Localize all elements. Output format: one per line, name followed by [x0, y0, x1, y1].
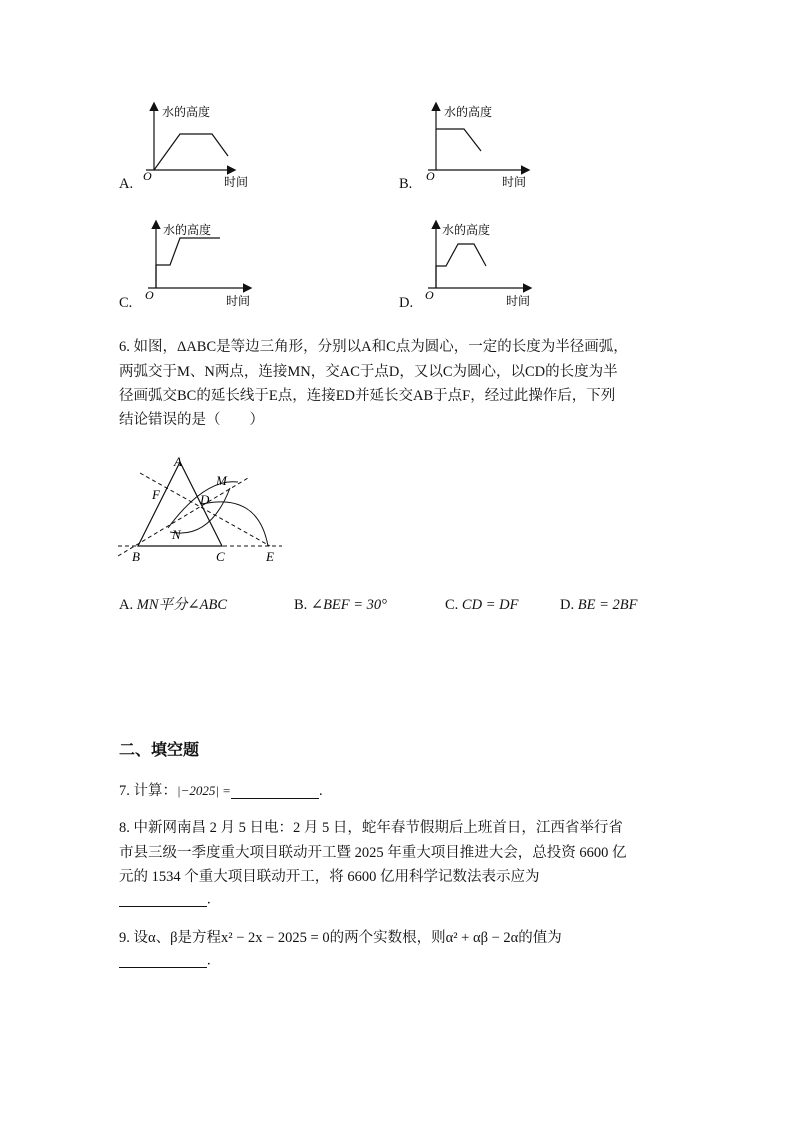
q7-answer-blank	[231, 798, 319, 799]
svg-text:N: N	[172, 527, 181, 542]
option-a-letter: A.	[119, 176, 134, 192]
svg-text:时间: 时间	[506, 294, 531, 308]
svg-text:C: C	[216, 549, 225, 564]
q6-choice-c: C. CD = DF	[445, 597, 519, 613]
option-c-letter: C.	[119, 295, 133, 311]
graph-a	[143, 104, 248, 189]
svg-text:B: B	[132, 549, 140, 564]
line-mn	[118, 478, 248, 556]
q8-line-1: 8. 中新网南昌 2 月 5 日电：2 月 5 日，蛇年春节假期后上班首日，江西省举行省	[119, 820, 623, 836]
section-title: 二、填空题	[119, 740, 200, 759]
svg-text:水的高度: 水的高度	[444, 105, 493, 119]
graph-c	[145, 222, 250, 308]
q7: 7. 计算：|−2025| = .	[119, 783, 323, 799]
svg-text:M: M	[216, 473, 227, 488]
svg-text:水的高度: 水的高度	[442, 223, 491, 237]
q8-answer: .	[119, 892, 211, 907]
option-d-letter: D.	[399, 295, 414, 311]
svg-text:O: O	[425, 288, 434, 302]
svg-text:F: F	[152, 487, 160, 502]
q6-figure	[110, 448, 290, 568]
option-b-letter: B.	[399, 176, 413, 192]
q5-graphs	[0, 0, 794, 320]
svg-text:E: E	[266, 549, 274, 564]
graph-b	[426, 104, 528, 189]
svg-text:O: O	[145, 288, 154, 302]
svg-text:D: D	[200, 492, 210, 507]
q8-line-2: 市县三级一季度重大项目联动开工暨 2025 年重大项目推进大会，总投资 6600 亿	[119, 845, 627, 861]
q6-line-2: 两弧交于M、N两点，连接MN，交AC于点D，又以C为圆心，以CD的长度为半	[119, 364, 618, 380]
svg-text:A: A	[174, 454, 182, 469]
svg-text:水的高度: 水的高度	[163, 223, 212, 237]
svg-text:时间: 时间	[226, 294, 251, 308]
q9-answer: .	[119, 953, 211, 968]
q6-choice-d: D. BE = 2BF	[560, 597, 638, 613]
graph-a-ylabel: 水的高度	[162, 105, 211, 119]
q9-answer-blank	[119, 953, 207, 968]
svg-text:O: O	[426, 169, 435, 183]
q6-line-3: 径画弧交BC的延长线于E点，连接ED并延长交AB于点F，经过此操作后，下列	[119, 388, 616, 404]
q6-line-1: 6. 如图，ΔABC是等边三角形，分别以A和C点为圆心，一定的长度为半径画弧，	[119, 339, 628, 355]
graph-d	[425, 222, 530, 308]
q6-choice-a: A. MN平分∠ABC	[119, 597, 228, 613]
q6-choice-b: B. ∠BEF = 30°	[294, 597, 387, 613]
svg-text:时间: 时间	[502, 175, 527, 189]
q8-line-3: 元的 1534 个重大项目联动开工，将 6600 亿用科学记数法表示应为	[119, 869, 540, 885]
svg-text:O: O	[143, 169, 152, 183]
svg-text:时间: 时间	[224, 175, 249, 189]
q9: 9. 设α、β是方程x² − 2x − 2025 = 0的两个实数根，则α² + αβ − 2α的值为	[119, 930, 562, 946]
q6-line-4: 结论错误的是（ ）	[119, 412, 264, 428]
line-ef	[140, 473, 270, 546]
q8-answer-blank	[119, 892, 207, 907]
